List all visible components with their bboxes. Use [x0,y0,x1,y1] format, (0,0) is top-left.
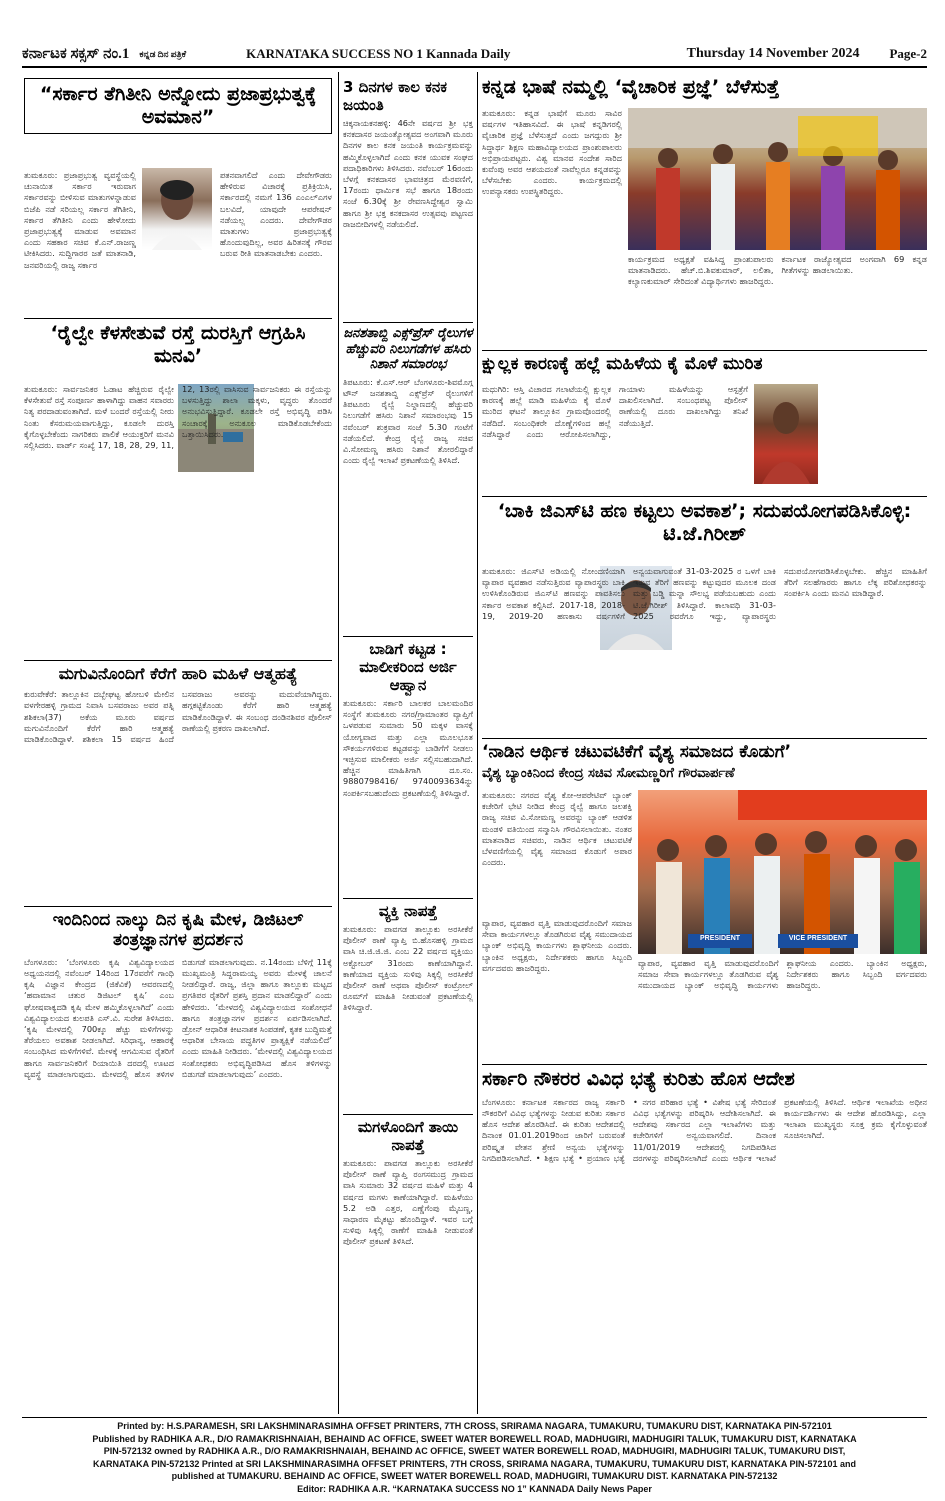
article-kanaka-jayanti [343,78,473,320]
headline: ಬಾಡಿಗೆ ಕಟ್ಟಡ : ಮಾಲೀಕರಿಂದ ಅರ್ಜಿ ಆಹ್ವಾನ [359,640,457,694]
column-rule [338,72,339,1414]
article-badige [343,640,473,896]
masthead-date: Thursday 14 November 2024 [686,46,860,61]
imprint-line: Printed by: H.S.PARAMESH, SRI LAKSHMINARASIMHA OFFSET PRINTERS, 7TH CROSS, SRIRAMA NAGARA, TUMAKURU, TUMAKURU DIST, KARNATAKA PIN-572101 [117,1421,832,1431]
article-tayi-napatte [343,1118,473,1412]
headline: ಮಗಳೊಂದಿಗೆ ತಾಯಿ ನಾಪತ್ತೆ [357,1118,459,1154]
masthead-kannada-title: ಕರ್ನಾಟಕ ಸಕ್ಸಸ್ ನಂ.1 [22,46,130,62]
headline: ಮಗುವಿನೊಂದಿಗೆ ಕೆರೆಗೆ ಹಾರಿ ಮಹಿಳೆ ಆತ್ಮಹತ್ಯೆ [58,664,298,683]
article-bhatye [482,1068,927,1412]
minister-photo [142,168,212,250]
article-text: ಪತನವಾಗಲಿದೆ ಎಂದು ದೇವೇಗೌಡರು ಹೇಳಿರುವ ವಿಚಾರಕ್ಕೆ ಪ್ರತಿಕ್ರಿಯಿಸಿ, ಸರ್ಕಾರದಲ್ಲಿ ನಮಗೆ 136 ಎಂಎಲ್‌ಎಗಳ ಬಲವಿದೆ, ಯಾವುದೇ ಆಪರೇಷನ್ ನಡೆಯಲ್ಲ ಎಂದರು. ದೇವೇಗೌಡರ ಮಾತುಗಳು ಪ್ರಜಾಪ್ರಭುತ್ವಕ್ಕೆ ಹೊಂದುವುದಿಲ್ಲ, ಅವರ ಹಿರಿತನಕ್ಕೆ ಗೌರವ ಬರುವ ರೀತಿ ಮಾತನಾಡಬೇಕು ಎಂದರು. [220,170,332,259]
article-text: ತುಮಕೂರು: ಪಾವಗಡ ತಾಲ್ಲೂಕು ಅರಸೀಕೆರೆ ಪೊಲೀಸ್ ಠಾಣೆ ವ್ಯಾಪ್ತಿ ಬಿ.ಹೊಸಹಳ್ಳಿ ಗ್ರಾಮದ ವಾಸಿ ಚಿ.ಜಿ.ಜಿ.ಜಿ. ಎಂಬ 22 ವರ್ಷದ ವ್ಯಕ್ತಿಯು ಅಕ್ಟೋಬರ್ 31ರಂದು ಕಾಣೆಯಾಗಿದ್ದಾನೆ. ಕಾಣೆಯಾದ ವ್ಯಕ್ತಿಯ ಸುಳಿವು ಸಿಕ್ಕಲ್ಲಿ ಅರಸೀಕೆರೆ ಪೊಲೀಸ್ ಠಾಣೆ ಅಥವಾ ಪೊಲೀಸ್ ಕಂಟ್ರೋಲ್ ರೂಮ್‌ಗೆ ಮಾಹಿತಿ ನೀಡುವಂತೆ ಪ್ರಕಟಣೆಯಲ್ಲಿ ತಿಳಿಸಿದ್ದಾರೆ. [343,924,473,1013]
headline: ‘ಬಾಕಿ ಜಿಎಸ್‌ಟಿ ಹಣ ಕಟ್ಟಲು ಅವಕಾಶ’; ಸದುಪಯೋಗಪಡಿಸಿಕೊಳ್ಳಿ: ಟಿ.ಜೆ.ಗಿರೀಶ್ [497,500,912,545]
article-text: ವ್ಯಾಪಾರ, ವ್ಯವಹಾರ ವೃತ್ತಿ ಮಾಡುವುದರೊಂದಿಗೆ ಸಮಾಜ ಸೇವಾ ಕಾರ್ಯಗಳಲ್ಲೂ ತೊಡಗಿರುವ ವೈಶ್ಯ ಸಮುದಾಯದ ಬ್ಯಾಂಕ್ ಅಭಿವೃದ್ಧಿ ಕಾರ್ಯಗಳು ಶ್ಲಾಘನೀಯ ಎಂದರು. ಬ್ಯಾಂಕಿನ ಅಧ್ಯಕ್ಷರು, ನಿರ್ದೇಶಕರು ಹಾಗೂ ಸಿಬ್ಬಂದಿ ವರ್ಗದವರು ಹಾಜರಿದ್ದರು. [638,958,927,991]
article-sarkara [24,78,332,318]
article-text: ತುಮಕೂರು: ಜಿಎಸ್‌ಟಿ ಅಡಿಯಲ್ಲಿ ನೋಂದಣಿಯಾಗಿ ವ್ಯಾಪಾರ ವ್ಯವಹಾರ ನಡೆಸುತ್ತಿರುವ ವ್ಯಾಪಾರಸ್ಥರು ಬಾಕಿ ಉಳಿಸಿಕೊಂಡಿರುವ ಜಿಎಸ್‌ಟಿ ಹಣವನ್ನು ಪಾವತಿಸಲು ಸರ್ಕಾರ ಅವಕಾಶ ಕಲ್ಪಿಸಿದೆ. 2017-18, 2018-19, 2019-20 ಹಣಕಾಸು ವರ್ಷಗಳಿಗೆ ಅನ್ವಯವಾಗುವಂತೆ 31-03-2025 ರ ಒಳಗೆ ಬಾಕಿ ಇರುವ ತೆರಿಗೆ ಹಣವನ್ನು ಕಟ್ಟುವುದರ ಮೂಲಕ ದಂಡ ಮತ್ತು ಬಡ್ಡಿ ಮನ್ನಾ ಸೌಲಭ್ಯ ಪಡೆಯಬಹುದು ಎಂದು ಟಿ.ಜೆ.ಗಿರೀಶ್ ತಿಳಿಸಿದ್ದಾರೆ. ಕಾಲಾವಧಿ 31-03-2025 ರವರೆಗೂ ಇದ್ದು, ವ್ಯಾಪಾರಸ್ಥರು ಸದುಪಯೋಗಪಡಿಸಿಕೊಳ್ಳಬೇಕು. ಹೆಚ್ಚಿನ ಮಾಹಿತಿಗೆ ತೆರಿಗೆ ಸಲಹೆಗಾರರು ಹಾಗೂ ಲೆಕ್ಕ ಪರಿಶೋಧಕರನ್ನು ಸಂಪರ್ಕಿಸಿ ಎಂದು ಮನವಿ ಮಾಡಿದ್ದಾರೆ. [482,566,927,621]
article-janashatabdi [343,326,473,634]
article-text: ತುಮಕೂರು: ಪ್ರಜಾಪ್ರಭುತ್ವ ವ್ಯವಸ್ಥೆಯಲ್ಲಿ ಚುನಾಯಿತ ಸರ್ಕಾರ ಇರುವಾಗ ಸರ್ಕಾರವನ್ನು ಬೀಳಿಸುವ ಮಾತುಗಳನ್ನಾಡುವ ಬಿಜೆಪಿ ನಡೆ ಸರಿಯಲ್ಲ ಸರ್ಕಾರ ತೆಗಿತೀನಿ, ಸರ್ಕಾರ ತೆಗಿತೀನಿ ಎಂದು ಹೇಳೋದು ಪ್ರಜಾಪ್ರಭುತ್ವಕ್ಕೆ ಮಾಡುವ ಅವಮಾನ ಎಂದು ಸಹಕಾರ ಸಚಿವ ಕೆ.ಎನ್.ರಾಜಣ್ಣ ಟೀಕಿಸಿದರು. ಸುದ್ದಿಗಾರರ ಜತೆ ಮಾತನಾಡಿ, ಜನವರಿಯಲ್ಲಿ ರಾಜ್ಯ ಸರ್ಕಾರ [24,170,136,270]
article-text: ತುಮಕೂರು: ನಗರದ ವೈಶ್ಯ ಕೋ-ಆಪರೇಟಿವ್ ಬ್ಯಾಂಕ್ ಕಚೇರಿಗೆ ಭೇಟಿ ನೀಡಿದ ಕೇಂದ್ರ ರೈಲ್ವೆ ಹಾಗೂ ಜಲಶಕ್ತಿ ರಾಜ್ಯ ಸಚಿವ ವಿ.ಸೋಮಣ್ಣ ಅವರನ್ನು ಬ್ಯಾಂಕ್ ಆಡಳಿತ ಮಂಡಳಿ ವತಿಯಿಂದ ಸನ್ಮಾನಿಸಿ ಗೌರವಿಸಲಾಯಿತು. ನಂತರ ಮಾತನಾಡಿದ ಸಚಿವರು, ನಾಡಿನ ಆರ್ಥಿಕ ಚಟುವಟಿಕೆ ಬೆಳವಣಿಗೆಯಲ್ಲಿ ವೈಶ್ಯ ಸಮಾಜದ ಕೊಡುಗೆ ಅಪಾರ ಎಂದರು. [482,790,632,868]
imprint-line: PIN-572132 owned by RADHIKA A.R., D/O RAMAKRISHNAIAH, BEHAIND AC OFFICE, SWEET WATER BOREWELL ROAD, MADHUGIRI, MADHUGIRI TALUK, TUMAKURU DIST, [103,1446,846,1456]
headline: ಇಂದಿನಿಂದ ನಾಲ್ಕು ದಿನ ಕೃಷಿ ಮೇಳ, ಡಿಜಿಟಲ್ ತಂತ್ರಜ್ಞಾನಗಳ ಪ್ರದರ್ಶನ [52,910,304,951]
felicitation-photo [638,790,927,954]
article-text: ತುಮಕೂರು: ಕನ್ನಡ ಭಾಷೆಗೆ ಮೂರು ಸಾವಿರ ವರ್ಷಗಳ ಇತಿಹಾಸವಿದೆ. ಈ ಭಾಷೆ ಕನ್ನಡಿಗರಲ್ಲಿ ವೈಚಾರಿಕ ಪ್ರಜ್ಞೆ ಬೆಳೆಸುತ್ತದೆ ಎಂದು ಜಗದ್ಗುರು ಶ್ರೀ ಸಿದ್ಧಾರ್ಥ ಶಿಕ್ಷಣ ಮಹಾವಿದ್ಯಾಲಯದ ಪ್ರಾಂಶುಪಾಲರು ಅಭಿಪ್ರಾಯಪಟ್ಟರು. ವಿಶ್ವ ಮಾನವ ಸಂದೇಶ ಸಾರಿದ ಕುವೆಂಪು ಅವರ ಆಶಯದಂತೆ ನಾವೆಲ್ಲರೂ ಕನ್ನಡವನ್ನು ಬೆಳೆಸಬೇಕು ಎಂದರು. ಕಾರ್ಯಕ್ರಮದಲ್ಲಿ ಉಪನ್ಯಾಸಕರು ಉಪಸ್ಥಿತರಿದ್ದರು. [482,108,622,197]
imprint-footer [22,1417,927,1494]
article-vyakti-napatte [343,902,473,1112]
masthead-kannada-sub: ಕನ್ನಡ ದಿನ ಪತ್ರಿಕೆ [139,48,187,59]
page-number: Page-2 [889,46,927,61]
article-text: ತಿಪಟೂರು: ಕೆ.ಎಸ್.ಆರ್ ಬೆಂಗಳೂರು-ಶಿವಮೊಗ್ಗ ಟೌನ್ ಜನಶತಾಬ್ದಿ ಎಕ್ಸ್‌ಪ್ರೆಸ್ ರೈಲುಗಳಿಗೆ ತಿಪಟೂರು ರೈಲ್ವೆ ನಿಲ್ದಾಣದಲ್ಲಿ ಹೆಚ್ಚುವರಿ ನಿಲುಗಡೆಗೆ ಹಸಿರು ನಿಶಾನೆ ಸಮಾರಂಭವು 15 ನವೆಂಬರ್ ಶುಕ್ರವಾರ ಸಂಜೆ 5.30 ಗಂಟೆಗೆ ನಡೆಯಲಿದೆ. ಕೇಂದ್ರ ರೈಲ್ವೆ ರಾಜ್ಯ ಸಚಿವ ವಿ.ಸೋಮಣ್ಣ ಹಸಿರು ನಿಶಾನೆ ತೋರಲಿದ್ದಾರೆ ಎಂದು ರೈಲ್ವೆ ಇಲಾಖೆ ಪ್ರಕಟಣೆಯಲ್ಲಿ ತಿಳಿಸಿದೆ. [343,376,473,466]
event-photo [628,108,927,250]
imprint-line: Editor: RADHIKA A.R. “KARNATAKA SUCCESS NO 1” KANNADA Daily News Paper [297,1483,652,1494]
article-text: ಕುರುವೇಕೆರೆ: ತಾಲ್ಲೂಕಿನ ದಬ್ಬೇಘಟ್ಟ ಹೋಬಳಿ ಮೇಲಿನ ವಳಗೇರಹಳ್ಳಿ ಗ್ರಾಮದ ನಿವಾಸಿ ಬಸವರಾಜು ಅವರ ಪತ್ನಿ ಶಶಿಕಲಾ(37) ಅಕೆಯ ಮೂರು ವರ್ಷದ ಮಗುವಿನೊಂದಿಗೆ ಕೆರೆಗೆ ಹಾರಿ ಆತ್ಮಹತ್ಯೆ ಮಾಡಿಕೊಂಡಿದ್ದಾಳೆ. ಶಶಿಕಲಾ 15 ವರ್ಷದ ಹಿಂದೆ ಬಸವರಾಜು ಅವರನ್ನು ಮದುವೆಯಾಗಿದ್ದರು. ಹಗ್ಗಕಟ್ಟಿಕೊಂಡು ಕೆರೆಗೆ ಹಾರಿ ಆತ್ಮಹತ್ಯೆ ಮಾಡಿಕೊಂಡಿದ್ದಾಳೆ. ಈ ಸಂಬಂಧ ದಂಡಿನಶಿವರ ಪೊಲೀಸ್ ಠಾಣೆಯಲ್ಲಿ ಪ್ರಕರಣ ದಾಖಲಾಗಿದೆ. [24,689,332,744]
banner-president: PRESIDENT [699,935,741,942]
article-text: ತುಮಕೂರು: ಸರ್ಕಾರಿ ಬಾಲಕರ ಬಾಲಮಂದಿರ ಸಂಸ್ಥೆಗೆ ತುಮಕೂರು ನಗರ/ಗ್ರಾಮಾಂತರ ವ್ಯಾಪ್ತಿಗೆ ಒಳಪಡುವ ಸುಮಾರು 50 ಮಕ್ಕಳ ವಾಸಕ್ಕೆ ಯೋಗ್ಯವಾದ ಮತ್ತು ಎಲ್ಲಾ ಮೂಲಭೂತ ಸೌಕರ್ಯಗಳಿರುವ ಕಟ್ಟಡವನ್ನು ಬಾಡಿಗೆಗೆ ನೀಡಲು ಇಚ್ಛಿಸುವ ಮಾಲೀಕರು ಅರ್ಜಿ ಸಲ್ಲಿಸಬಹುದಾಗಿದೆ. ಹೆಚ್ಚಿನ ಮಾಹಿತಿಗಾಗಿ ದೂ.ಸಂ. 9880798416/ 9740093634ನ್ನು ಸಂಪರ್ಕಿಸಬಹುದೆಂದು ಪ್ರಕಟಣೆಯಲ್ಲಿ ತಿಳಿಸಿದ್ದಾರೆ. [343,698,473,798]
imprint-line: published at TUMAKURU. BEHAIND AC OFFICE, SWEET WATER BOREWELL ROAD, MADHUGIRI, TUMAKURU DIST. KARNATAKA PIN-572132 [171,1471,778,1481]
headline: ‘ರೈಲ್ವೇ ಕೆಳಸೇತುವೆ ರಸ್ತೆ ದುರಸ್ತಿಗೆ ಆಗ್ರಹಿಸಿ ಮನವಿ’ [50,322,306,367]
article-text: ಮಧುಗಿರಿ: ಆಸ್ತಿ ವಿಚಾರದ ಗಲಾಟೆಯಲ್ಲಿ ಕ್ಷುಲ್ಲಕ ಕಾರಣಕ್ಕೆ ಹಲ್ಲೆ ಮಾಡಿ ಮಹಿಳೆಯ ಕೈ ಮೊಳೆ ಮುರಿದ ಘಟನೆ ತಾಲ್ಲೂಕಿನ ಗ್ರಾಮವೊಂದರಲ್ಲಿ ನಡೆದಿದೆ. ಸಂಬಂಧಿಕರೇ ದೊಣ್ಣೆಗಳಿಂದ ಹಲ್ಲೆ ನಡೆಸಿದ್ದಾರೆ ಎಂದು ಆರೋಪಿಸಲಾಗಿದ್ದು, ಗಾಯಾಳು ಮಹಿಳೆಯನ್ನು ಆಸ್ಪತ್ರೆಗೆ ದಾಖಲಿಸಲಾಗಿದೆ. ಸಂಬಂಧಪಟ್ಟ ಪೊಲೀಸ್ ಠಾಣೆಯಲ್ಲಿ ದೂರು ದಾಖಲಾಗಿದ್ದು ತನಿಖೆ ನಡೆಯುತ್ತಿದೆ. [482,384,748,439]
article-text: ವ್ಯಾಪಾರ, ವ್ಯವಹಾರ ವೃತ್ತಿ ಮಾಡುವುದರೊಂದಿಗೆ ಸಮಾಜ ಸೇವಾ ಕಾರ್ಯಗಳಲ್ಲೂ ತೊಡಗಿರುವ ವೈಶ್ಯ ಸಮುದಾಯದ ಬ್ಯಾಂಕ್ ಅಭಿವೃದ್ಧಿ ಕಾರ್ಯಗಳು ಶ್ಲಾಘನೀಯ ಎಂದರು. ಬ್ಯಾಂಕಿನ ಅಧ್ಯಕ್ಷರು, ನಿರ್ದೇಶಕರು ಹಾಗೂ ಸಿಬ್ಬಂದಿ ವರ್ಗದವರು ಹಾಜರಿದ್ದರು. [482,918,632,973]
article-text: ಬೆಂಗಳೂರು: ‘ಬೆಂಗಳೂರು ಕೃಷಿ ವಿಶ್ವವಿದ್ಯಾಲಯದ ಅಧ್ಯಯನದಲ್ಲಿ ನವೆಂಬರ್ 14ರಿಂದ 17ರವರೆಗೆ ಗಾಂಧಿ ಕೃಷಿ ವಿಜ್ಞಾನ ಕೇಂದ್ರದ (ಜಿಕೆವಿಕೆ) ಆವರಣದಲ್ಲಿ ‘ಹವಾಮಾನ ಚತುರ ಡಿಜಿಟಲ್ ಕೃಷಿ’ ಎಂಬ ಘೋಷವಾಕ್ಯದಡಿ ಕೃಷಿ ಮೇಳ ಹಮ್ಮಿಕೊಳ್ಳಲಾಗಿದೆ’ ಎಂದು ವಿಶ್ವವಿದ್ಯಾಲಯದ ಕುಲಪತಿ ಎಸ್.ವಿ. ಸುರೇಶ ತಿಳಿಸಿದರು. ‘ಕೃಷಿ ಮೇಳದಲ್ಲಿ 700ಕ್ಕೂ ಹೆಚ್ಚು ಮಳಿಗೆಗಳನ್ನು ತೆರೆಯಲು ಅವಕಾಶ ನೀಡಲಾಗಿದೆ. ಸಿರಿಧಾನ್ಯ, ಆಹಾರಕ್ಕೆ ಸಂಬಂಧಿಸಿದ ಮಳಿಗೆಗಳಿವೆ. ಮೇಳಕ್ಕೆ ಆಗಮಿಸುವ ರೈತರಿಗೆ ಹಾಗೂ ಸಾರ್ವಜನಿಕರಿಗೆ ರಿಯಾಯಿತಿ ದರದಲ್ಲಿ ಊಟದ ವ್ಯವಸ್ಥೆ ಮಾಡಲಾಗುವುದು. ಮೇಳದಲ್ಲಿ ಹೊಸ ತಳಿಗಳ ಬಿಡುಗಡೆ ಮಾಡಲಾಗುವುದು. ನ.14ರಂದು ಬೆಳಿಗ್ಗೆ 11ಕ್ಕೆ ಮುಖ್ಯಮಂತ್ರಿ ಸಿದ್ದರಾಮಯ್ಯ ಅವರು ಮೇಳಕ್ಕೆ ಚಾಲನೆ ನೀಡಲಿದ್ದಾರೆ. ರಾಜ್ಯ, ಜಿಲ್ಲಾ ಹಾಗೂ ತಾಲ್ಲೂಕು ಮಟ್ಟದ ಪ್ರಗತಿಪರ ರೈತರಿಗೆ ಪ್ರಶಸ್ತಿ ಪ್ರದಾನ ಮಾಡಲಿದ್ದಾರೆ’ ಎಂದು ಹೇಳಿದರು. ‘ಮೇಳದಲ್ಲಿ ವಿಶ್ವವಿದ್ಯಾಲಯದ ಸಂಶೋಧನೆ ಹಾಗೂ ತಂತ್ರಜ್ಞಾನಗಳ ಪ್ರದರ್ಶನ ಏರ್ಪಡಿಸಲಾಗಿದೆ. ಡ್ರೋನ್ ಆಧಾರಿತ ಕೀಟನಾಶಕ ಸಿಂಪಡಣೆ, ಕೃತಕ ಬುದ್ಧಿಮತ್ತೆ ಆಧಾರಿತ ಬೇಸಾಯ ಪದ್ಧತಿಗಳ ಪ್ರಾತ್ಯಕ್ಷಿಕೆ ನಡೆಯಲಿದೆ’ ಎಂದು ಮಾಹಿತಿ ನೀಡಿದರು. ‘ಮೇಳದಲ್ಲಿ ವಿಶ್ವವಿದ್ಯಾಲಯದ ಸಂಶೋಧಕರು ಅಭಿವೃದ್ಧಿಪಡಿಸಿದ ಹೊಸ ತಳಿಗಳನ್ನು ಬಿಡುಗಡೆ ಮಾಡಲಾಗುವುದು’ ಎಂದರು. [24,956,333,1079]
article-text: ತುಮಕೂರು: ಸಾರ್ವಜನಿಕರ ಓಡಾಟ ಹೆಚ್ಚಿರುವ ರೈಲ್ವೇ ಕೆಳಸೇತುವೆ ರಸ್ತೆ ಸಂಪೂರ್ಣ ಹಾಳಾಗಿದ್ದು ವಾಹನ ಸವಾರರು ನಿತ್ಯ ಪರದಾಡುವಂತಾಗಿದೆ. ಮಳೆ ಬಂದರೆ ರಸ್ತೆಯಲ್ಲಿ ನೀರು ನಿಂತು ಕೆಸರುಮಯವಾಗುತ್ತಿದ್ದು, ಕೂಡಲೇ ದುರಸ್ತಿ ಕೈಗೊಳ್ಳಬೇಕೆಂದು ನಾಗರಿಕರು ಪಾಲಿಕೆ ಆಯುಕ್ತರಿಗೆ ಮನವಿ ಸಲ್ಲಿಸಿದರು. ವಾರ್ಡ್ ಸಂಖ್ಯೆ 17, 18, 28, 29, 11, 12, 13ರಲ್ಲಿ ವಾಸಿಸುವ ಸಾರ್ವಜನಿಕರು ಈ ರಸ್ತೆಯನ್ನು ಬಳಸುತ್ತಿದ್ದು ಶಾಲಾ ಮಕ್ಕಳು, ವೃದ್ಧರು ತೊಂದರೆ ಅನುಭವಿಸುತ್ತಿದ್ದಾರೆ. ಕೂಡಲೇ ರಸ್ತೆ ಅಭಿವೃದ್ಧಿ ಪಡಿಸಿ ಸಂಚಾರಕ್ಕೆ ಅನುಕೂಲ ಮಾಡಿಕೊಡಬೇಕೆಂದು ಒತ್ತಾಯಿಸಿದರು. [24,384,332,451]
article-text: ಕಾರ್ಯಕ್ರಮದ ಅಧ್ಯಕ್ಷತೆ ವಹಿಸಿದ್ದ ಪ್ರಾಂಶುಪಾಲರು ಮಾತನಾಡಿದರು. ಹೆಚ್.ಬಿ.ಶಿವಕುಮಾರ್, ಲಲಿತಾ, ಕಲ್ಯಾಣಕುಮಾರ್ ಸೇರಿದಂತೆ ವಿದ್ಯಾರ್ಥಿಗಳು ಹಾಜರಿದ್ದರು. ಕರ್ನಾಟಕ ರಾಜ್ಯೋತ್ಸವದ ಅಂಗವಾಗಿ 69 ಕನ್ನಡ ಗೀತೆಗಳನ್ನು ಹಾಡಲಾಯಿತು. [628,254,927,287]
article-kannada-bhashe [482,76,927,348]
article-krishi-mela [24,910,332,1412]
column-rule [477,72,478,1414]
article-text: ಚಿಕ್ಕನಾಯಕನಹಳ್ಳಿ: 46ನೇ ವರ್ಷದ ಶ್ರೀ ಭಕ್ತ ಕನಕದಾಸರ ಜಯಂತ್ಯೋತ್ಸವದ ಅಂಗವಾಗಿ ಮೂರು ದಿನಗಳ ಕಾಲ ಕನಕ ಜಯಂತಿ ಕಾರ್ಯಕ್ರಮವನ್ನು ಹಮ್ಮಿಕೊಳ್ಳಲಾಗಿದೆ ಎಂದು ಕನಕ ಯುವಕ ಸಂಘದ ಪದಾಧಿಕಾರಿಗಳು ತಿಳಿಸಿದರು. ನವೆಂಬರ್ 16ರಂದು ಬೆಳಗ್ಗೆ ಕನಕದಾಸರ ಭಾವಚಿತ್ರದ ಮೆರವಣಿಗೆ, 17ರಂದು ಧಾರ್ಮಿಕ ಸಭೆ ಹಾಗೂ 18ರಂದು ಸಂಜೆ 6.30ಕ್ಕೆ ಶ್ರೀ ರೇವಣಸಿದ್ದೇಶ್ವರ ಸ್ವಾಮಿ ಹಾಗೂ ಶ್ರೀ ಭಕ್ತ ಕನಕದಾಸರ ಉತ್ಸವವು ಪಟ್ಟಣದ ರಾಜಬೀದಿಗಳಲ್ಲಿ ನಡೆಯಲಿದೆ. [343,118,473,229]
article-text: ತುಮಕೂರು: ಪಾವಗಡ ತಾಲ್ಲೂಕು ಅರಸೀಕೆರೆ ಪೊಲೀಸ್ ಠಾಣೆ ವ್ಯಾಪ್ತಿ ರಂಗಸಮುದ್ರ ಗ್ರಾಮದ ವಾಸಿ ಸುಮಾರು 32 ವರ್ಷದ ಮಹಿಳೆ ಮತ್ತು 4 ವರ್ಷದ ಮಗಳು ಕಾಣೆಯಾಗಿದ್ದಾರೆ. ಮಹಿಳೆಯು 5.2 ಅಡಿ ಎತ್ತರ, ಎಣ್ಣೆಗೆಂಪು ಮೈಬಣ್ಣ, ಸಾಧಾರಣ ಮೈಕಟ್ಟು ಹೊಂದಿದ್ದಾಳೆ. ಇವರ ಬಗ್ಗೆ ಸುಳಿವು ಸಿಕ್ಕಲ್ಲಿ ಠಾಣೆಗೆ ಮಾಹಿತಿ ನೀಡುವಂತೆ ಪೊಲೀಸ್ ಪ್ರಕಟಣೆ ತಿಳಿಸಿದೆ. [343,1158,473,1247]
imprint-line: Published by RADHIKA A.R., D/O RAMAKRISHNAIAH, BEHAIND AC OFFICE, SWEET WATER BOREWELL ROAD, MADHUGIRI, MADHUGIRI TALUK, TUMAKURU DIST, KARNATAKA [92,1433,857,1444]
headline: ವ್ಯಕ್ತಿ ನಾಪತ್ತೆ [378,902,438,920]
article-railway [24,322,332,657]
headline: ಕ್ಷುಲ್ಲಕ ಕಾರಣಕ್ಕೆ ಹಲ್ಲೆ ಮಹಿಳೆಯ ಕೈ ಮೊಳೆ ಮುರಿತ [482,354,763,374]
headline: 3 ದಿನಗಳ ಕಾಲ ಕನಕ ಜಯಂತಿ [343,78,447,114]
article-text: ಬೆಂಗಳೂರು: ಕರ್ನಾಟಕ ಸರ್ಕಾರದ ರಾಜ್ಯ ಸರ್ಕಾರಿ ನೌಕರರಿಗೆ ವಿವಿಧ ಭತ್ಯೆಗಳನ್ನು ನೀಡುವ ಕುರಿತು ಸರ್ಕಾರ ಹೊಸ ಆದೇಶ ಹೊರಡಿಸಿದೆ. ಈ ಕುರಿತು ಆದೇಶದಲ್ಲಿ ದಿನಾಂಕ 01.01.2019ರಿಂದ ಜಾರಿಗೆ ಬರುವಂತೆ ಪರಿಷ್ಕೃತ ವೇತನ ಶ್ರೇಣಿ ಅನ್ವಯ ಭತ್ಯೆಗಳನ್ನು ನಿಗದಿಪಡಿಸಲಾಗಿದೆ. • ಶಿಕ್ಷಣ ಭತ್ಯೆ • ಪ್ರಯಾಣ ಭತ್ಯೆ • ನಗರ ಪರಿಹಾರ ಭತ್ಯೆ • ವಿಶೇಷ ಭತ್ಯೆ ಸೇರಿದಂತೆ ವಿವಿಧ ಭತ್ಯೆಗಳನ್ನು ಪರಿಷ್ಕರಿಸಿ ಆದೇಶಿಸಲಾಗಿದೆ. ಈ ಆದೇಶವು ಸರ್ಕಾರದ ಎಲ್ಲಾ ಇಲಾಖೆಗಳು ಮತ್ತು ಕಚೇರಿಗಳಿಗೆ ಅನ್ವಯವಾಗಲಿದೆ. ದಿನಾಂಕ 11/01/2019 ಆದೇಶದಲ್ಲಿ ನಿಗದಿಪಡಿಸಿದ ದರಗಳನ್ನು ಪರಿಷ್ಕರಿಸಲಾಗಿದೆ ಎಂದು ಆರ್ಥಿಕ ಇಲಾಖೆ ಪ್ರಕಟಣೆಯಲ್ಲಿ ತಿಳಿಸಿದೆ. ಆರ್ಥಿಕ ಇಲಾಖೆಯ ಅಧೀನ ಕಾರ್ಯದರ್ಶಿಗಳು ಈ ಆದೇಶ ಹೊರಡಿಸಿದ್ದು, ಎಲ್ಲಾ ಇಲಾಖಾ ಮುಖ್ಯಸ್ಥರು ಸೂಕ್ತ ಕ್ರಮ ಕೈಗೊಳ್ಳುವಂತೆ ಸೂಚಿಸಲಾಗಿದೆ. [482,1096,927,1163]
article-gst [482,500,927,736]
victim-photo [754,384,818,484]
headline: “ಸರ್ಕಾರ ತೆಗಿತೀನಿ ಅನ್ನೋದು ಪ್ರಜಾಪ್ರಭುತ್ವಕ್ಕೆ ಅವಮಾನ” [24,78,332,134]
banner-vice-president: VICE PRESIDENT [788,935,848,942]
article-kshullaka [482,354,927,494]
masthead-english-title: KARNATAKA SUCCESS NO 1 Kannada Daily [246,46,511,61]
headline: ಕನ್ನಡ ಭಾಷೆ ನಮ್ಮಲ್ಲಿ ‘ವೈಚಾರಿಕ ಪ್ರಜ್ಞೆ’ ಬೆಳೆಸುತ್ತೆ [482,76,780,98]
headline: ಸರ್ಕಾರಿ ನೌಕರರ ವಿವಿಧ ಭತ್ಯೆ ಕುರಿತು ಹೊಸ ಆದೇಶ [482,1068,795,1090]
article-vaishya [482,742,927,1060]
article-mahile [24,664,332,904]
headline: ‘ನಾಡಿನ ಆರ್ಥಿಕ ಚಟುವಟಿಕೆಗೆ ವೈಶ್ಯ ಸಮಾಜದ ಕೊಡುಗೆ’ [482,742,792,762]
imprint-line: KARNATAKA PIN-572132 Printed at SRI LAKSHMINARASIMHA OFFSET PRINTERS, 7TH CROSS, SRIRAMA NAGARA, TUMAKURU, TUMAKURU DIST, KARNATAKA PIN-572101 and [92,1458,857,1469]
masthead [22,42,927,68]
subhead: ವೈಶ್ಯ ಬ್ಯಾಂಕಿನಿಂದ ಕೇಂದ್ರ ಸಚಿವ ಸೋಮಣ್ಣರಿಗೆ ಗೌರವಾರ್ಪಣೆ [482,766,735,782]
headline: ಜನಶತಾಬ್ದಿ ಎಕ್ಸ್‌ಪ್ರೆಸ್ ರೈಲುಗಳ ಹೆಚ್ಚುವರಿ ನಿಲುಗಡೆಗಳ ಹಸಿರು ನಿಶಾನೆ ಸಮಾರಂಭ [343,326,473,373]
